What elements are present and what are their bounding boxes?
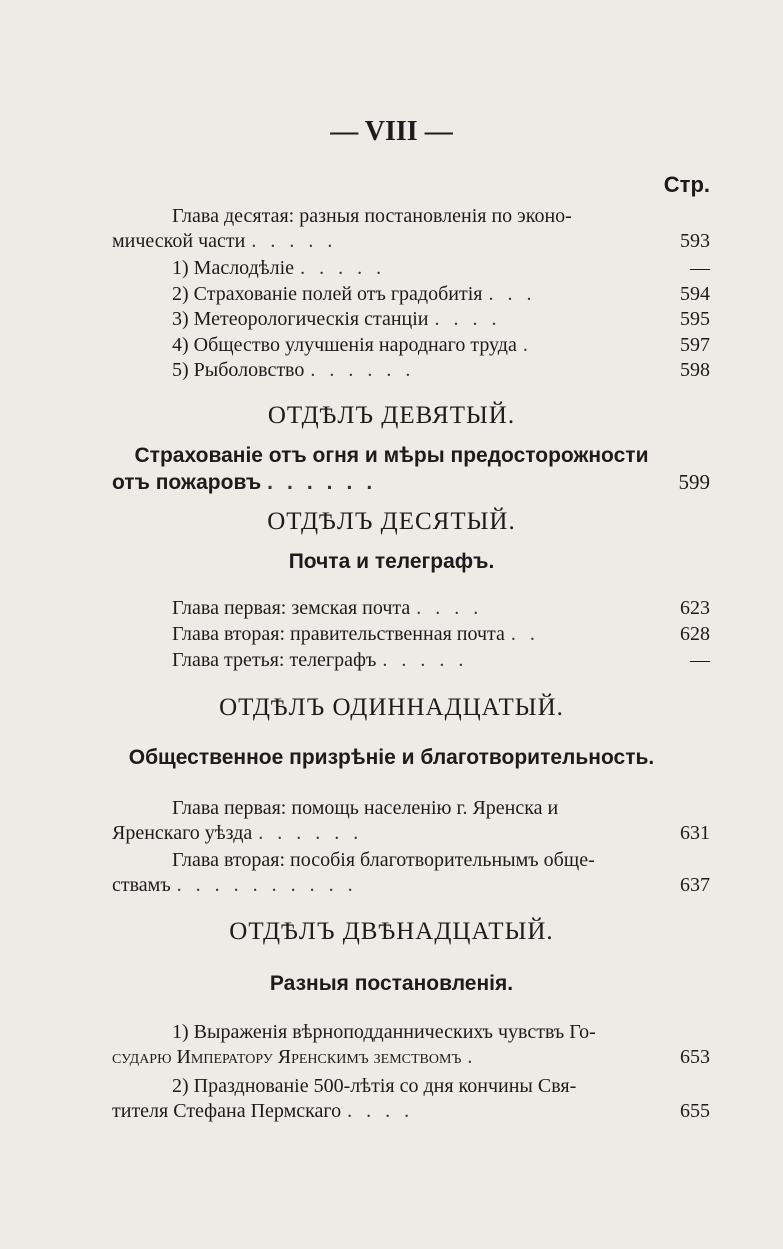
toc-item: 3) Метеорологическія станціи .... 595 xyxy=(172,308,710,330)
toc-entry-chapter-ten: Глава десятая: разныя постановленія по эконо- мической части ..... 593 xyxy=(112,205,710,252)
toc-entry: отъ пожаровъ ...... 599 xyxy=(112,470,710,494)
toc-entry: Глава первая: земская почта .... 623 xyxy=(172,597,710,619)
section-subtitle: Общественное призрѣніе и благотворительность. xyxy=(128,746,655,769)
page-ref: 628 xyxy=(680,623,710,645)
entry-text: Глава десятая: разныя постановленія по эконо- xyxy=(172,205,572,227)
page-ref: 597 xyxy=(680,334,710,356)
toc-entry: Глава вторая: пособія благотворительнымъ обще- ствамъ .......... 637 xyxy=(112,849,710,896)
section-title: ОТДѢЛЪ ОДИННАДЦАТЫЙ. xyxy=(219,694,564,721)
page-ref: 594 xyxy=(680,283,710,305)
section-title: ОТДѢЛЪ ДЕВЯТЫЙ. xyxy=(267,402,516,429)
page-ref: — xyxy=(690,649,710,671)
page-ref: 623 xyxy=(680,597,710,619)
entry-text: мической части xyxy=(112,230,246,252)
page-ref: 631 xyxy=(680,822,710,844)
page-ref: 653 xyxy=(680,1046,710,1068)
section-subtitle: Разныя постановленія. xyxy=(269,972,514,995)
page-ref: 598 xyxy=(680,359,710,381)
page-ref: 595 xyxy=(680,308,710,330)
section-subtitle: Страхованіе отъ огня и мѣры предосторожности xyxy=(134,444,649,467)
page-column-header: Стр. xyxy=(663,172,710,197)
toc-item: 5) Рыболовство ...... 598 xyxy=(172,359,710,381)
toc-item: 1) Маслодѣліе ..... — xyxy=(172,257,710,279)
toc-entry: Глава третья: телеграфъ ..... — xyxy=(172,649,710,671)
page-ref: — xyxy=(690,257,710,279)
toc-entry: Глава первая: помощь населенію г. Яренска и Яренскаго уѣзда ...... 631 xyxy=(112,797,710,844)
section-title: ОТДѢЛЪ ДЕСЯТЫЙ. xyxy=(267,508,516,535)
page-ref: 655 xyxy=(680,1100,710,1122)
section-subtitle: Почта и телеграфъ. xyxy=(288,550,495,573)
section-title: ОТДѢЛЪ ДВѢНАДЦАТЫЙ. xyxy=(229,918,554,945)
page-ref: 637 xyxy=(680,874,710,896)
toc-item: 2) Празднованіе 500-лѣтія со дня кончины Свя- тителя Стефана Пермскаго .... 655 xyxy=(112,1075,710,1122)
toc-item: 4) Общество улучшенія народнаго труда . 597 xyxy=(172,334,710,356)
page-number: — VIII — xyxy=(330,116,453,147)
toc-entry: Глава вторая: правительственная почта .. 628 xyxy=(172,623,710,645)
page-ref: 599 xyxy=(678,470,710,494)
page-ref: 593 xyxy=(680,230,710,252)
toc-item: 1) Выраженія вѣрноподданническихъ чувствъ Го- сударю Императору Яренскимъ земствомъ . 653 xyxy=(112,1021,710,1068)
toc-item: 2) Страхованіе полей отъ градобитія ... 594 xyxy=(172,283,710,305)
